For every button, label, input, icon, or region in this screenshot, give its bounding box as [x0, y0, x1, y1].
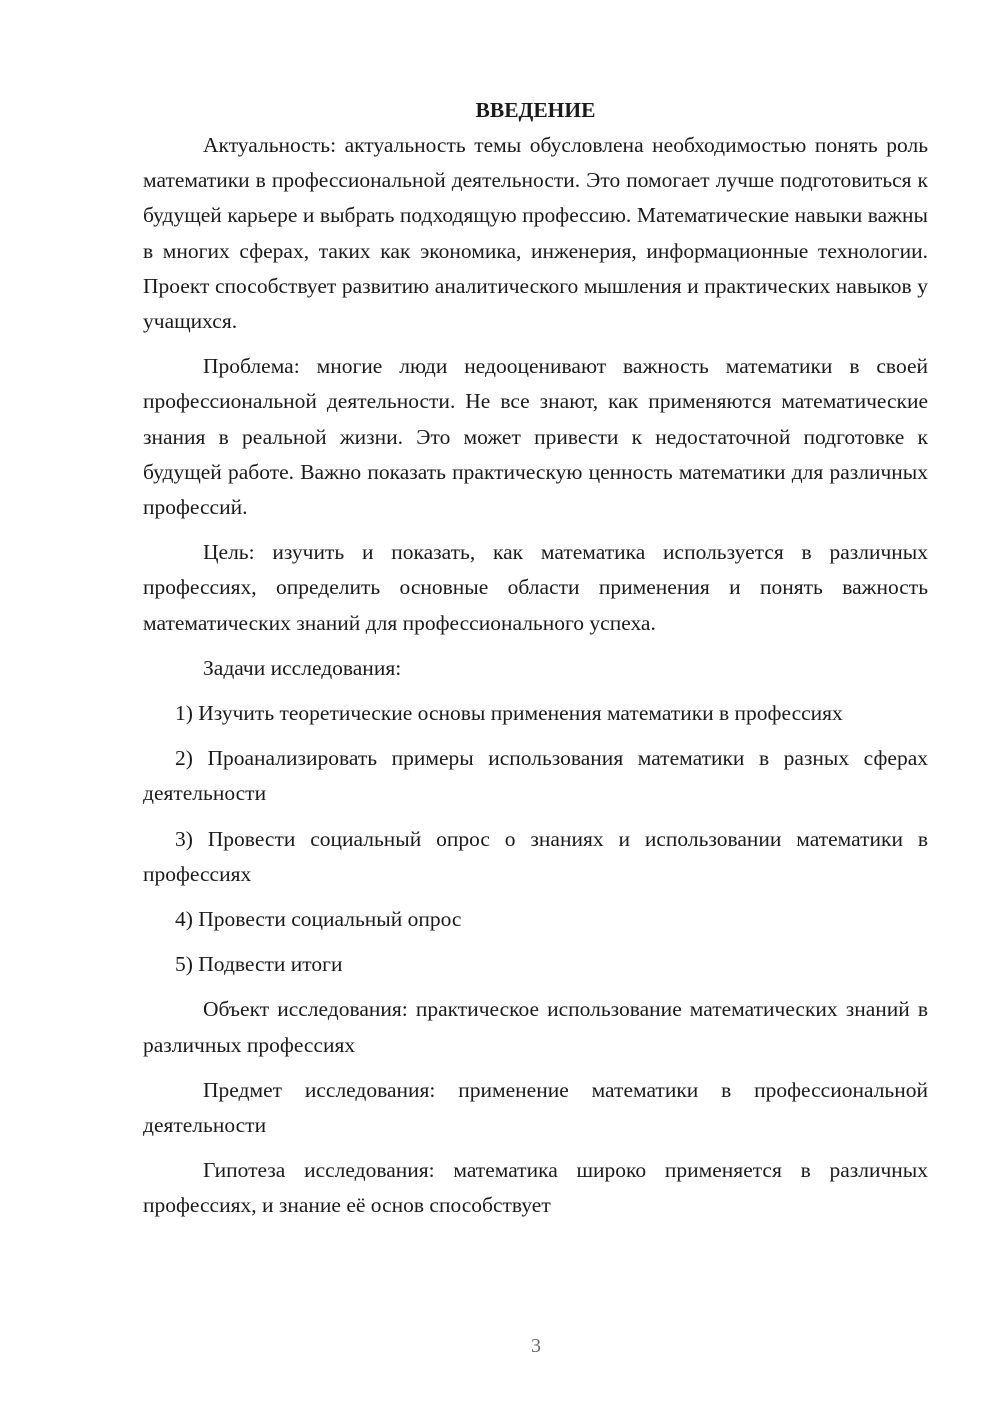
task-item-2: 2) Проанализировать примеры использования математики в разных сферах деятельности [143, 746, 928, 806]
task-item-4: 4) Провести социальный опрос [175, 907, 462, 932]
goal-paragraph: Цель: изучить и показать, как математика используется в различных профессиях, определить основные области применения и понять важность математических знаний для профессионального успеха. [143, 540, 928, 635]
page-content [143, 95, 928, 1224]
research-subject-paragraph: Предмет исследования: применение математики в профессиональной деятельности [143, 1077, 928, 1138]
section-title: ВВЕДЕНИЕ [475, 98, 596, 122]
task-item-1: 1) Изучить теоретические основы применения математики в профессиях [175, 701, 843, 726]
research-object-paragraph: Объект исследования: практическое использование математических знаний в различных профессиях [143, 997, 928, 1057]
task-item-5: 5) Подвести итоги [175, 952, 343, 977]
relevance-paragraph: Актуальность: актуальность темы обусловлена необходимостью понять роль математики в профессиональной деятельности. Это помогает лучше подготовиться к будущей карьере и выбрать подходящую профессию. Математические навыки важны в многих сферах, таких как экономика, инженерия, информационные технологии. Проект способствует развитию аналитического мышления и практических навыков у учащихся. [143, 133, 928, 334]
page-number: 3 [531, 1335, 541, 1357]
research-hypothesis-paragraph: Гипотеза исследования: математика широко применяется в различных профессиях, и знание её основ способствует [143, 1158, 928, 1218]
tasks-heading: Задачи исследования: [203, 655, 402, 680]
problem-paragraph: Проблема: многие люди недооценивают важность математики в своей профессиональной деятельности. Не все знают, как применяются математические знания в реальной жизни. Это может привести к недостаточной подготовке к будущей работе. Важно показать практическую ценность математики для различных профессий. [143, 354, 928, 520]
task-item-3: 3) Провести социальный опрос о знаниях и использовании математики в профессиях [143, 826, 928, 886]
